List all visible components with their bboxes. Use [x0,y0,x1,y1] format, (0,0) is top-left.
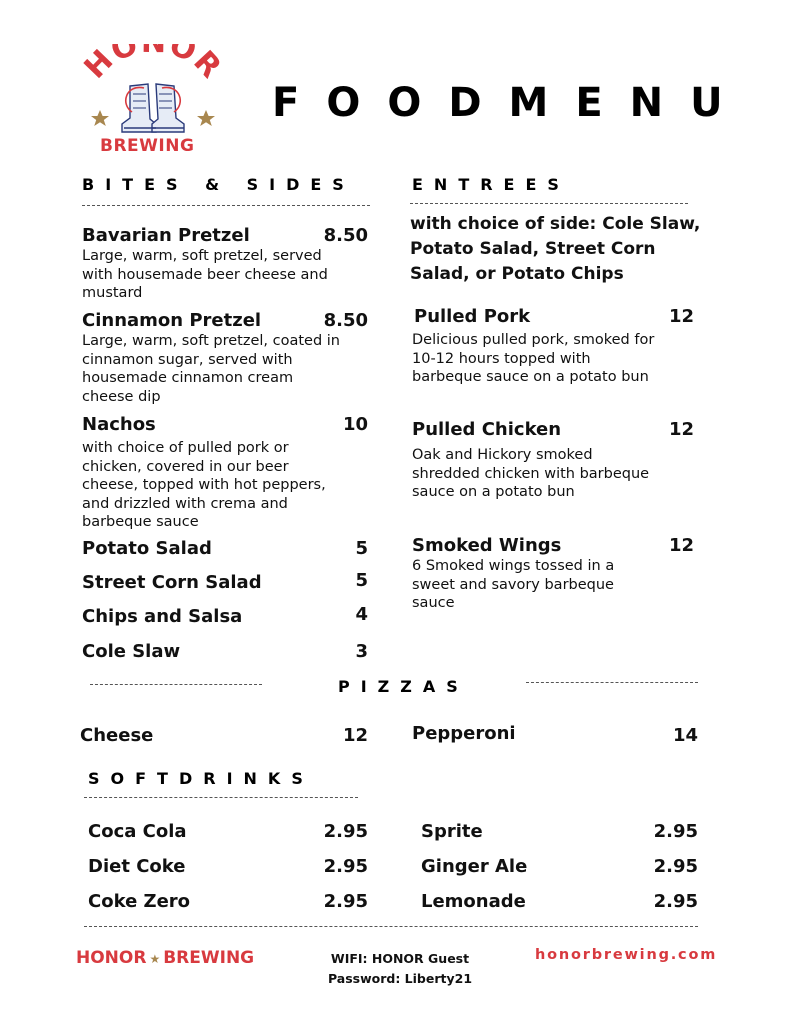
honor-brewing-logo [78,44,228,164]
menu-item-desc: Oak and Hickory smoked shredded chicken with barbeque sauce on a potato bun [412,447,650,500]
left-star-icon [91,110,109,126]
menu-item-name: Chips and Salsa [82,606,243,627]
menu-item-price: 5 [355,538,368,559]
menu-item-price: 2.95 [653,821,698,842]
wifi-password: Password: Liberty21 [327,971,473,986]
menu-item-price: 4 [355,604,368,625]
menu-item-price: 14 [672,725,698,746]
footer-brand-left: HONOR [76,948,147,968]
menu-item-name: Cole Slaw [82,641,181,662]
logo-graphic [78,44,228,139]
menu-item-price: 10 [342,414,368,435]
menu-item-name: Sprite [421,821,483,842]
menu-item-price: 8.50 [323,310,368,331]
footer-brand [76,948,254,968]
menu-item-name: Street Corn Salad [82,572,262,593]
menu-item-name: Pulled Chicken [412,419,562,440]
section-heading-pizzas: PIZZAS [338,677,469,696]
menu-item-price: 12 [342,725,368,746]
star-icon: ★ [149,952,161,966]
divider [82,205,370,206]
menu-item-price: 2.95 [653,891,698,912]
menu-item-name: Diet Coke [88,856,186,877]
menu-item-name: Smoked Wings [412,535,562,556]
menu-item-price: 12 [668,419,694,440]
menu-item-price: 5 [355,570,368,591]
menu-item-price: 2.95 [323,821,368,842]
wifi-network: WIFI: HONOR Guest [330,951,470,966]
menu-item-name: Bavarian Pretzel [82,225,250,246]
entrees-intro: with choice of side: Cole Slaw, Potato Salad, Street Corn Salad, or Potato Chips [410,214,701,284]
divider [410,203,688,204]
footer-divider [84,926,698,927]
section-heading-entrees: ENTREES [412,175,570,194]
menu-item-price: 2.95 [323,891,368,912]
footer-brand-right: BREWING [163,948,255,968]
menu-item-name: Potato Salad [82,538,212,559]
right-star-icon [197,110,215,126]
menu-item-name: Ginger Ale [421,856,528,877]
menu-item-name: Cinnamon Pretzel [82,310,262,331]
divider [90,684,262,685]
menu-item-name: Coke Zero [88,891,191,912]
menu-item-name: Coca Cola [88,821,187,842]
boots-icon [122,84,184,132]
menu-item-name: Pepperoni [412,723,516,744]
menu-item-desc: 6 Smoked wings tossed in a sweet and savory barbeque sauce [412,558,615,611]
website-link[interactable]: honorbrewing.com [535,947,718,963]
menu-item-price: 8.50 [323,225,368,246]
divider [84,797,358,798]
menu-item-price: 12 [668,535,694,556]
menu-item-price: 3 [355,641,368,662]
menu-item-name: Nachos [82,414,156,435]
menu-item-desc: Delicious pulled pork, smoked for 10-12 hours topped with barbeque sauce on a potato bun [412,332,655,385]
divider [526,682,698,683]
section-heading-bites: BITES & SIDES [82,175,355,194]
menu-item-desc: Large, warm, soft pretzel, coated in cinnamon sugar, served with housemade cinnamon cream cheese dip [82,333,340,405]
menu-item-desc: with choice of pulled pork or chicken, covered in our beer cheese, topped with hot peppers, and drizzled with crema and barbeque sauce [82,440,326,530]
section-heading-drinks: SOFTDRINKS [88,769,314,788]
menu-item-name: Cheese [80,725,154,746]
page-title: FOODMENU [272,80,750,126]
menu-item-name: Pulled Pork [414,306,531,327]
menu-item-desc: Large, warm, soft pretzel, served with housemade beer cheese and mustard [82,248,328,301]
wifi-info [300,949,500,989]
logo-brewing-text: BREWING [100,136,195,156]
menu-item-price: 12 [668,306,694,327]
menu-item-price: 2.95 [653,856,698,877]
logo-arc-text: HO OR [78,44,228,86]
menu-item-name: Lemonade [421,891,526,912]
menu-item-price: 2.95 [323,856,368,877]
